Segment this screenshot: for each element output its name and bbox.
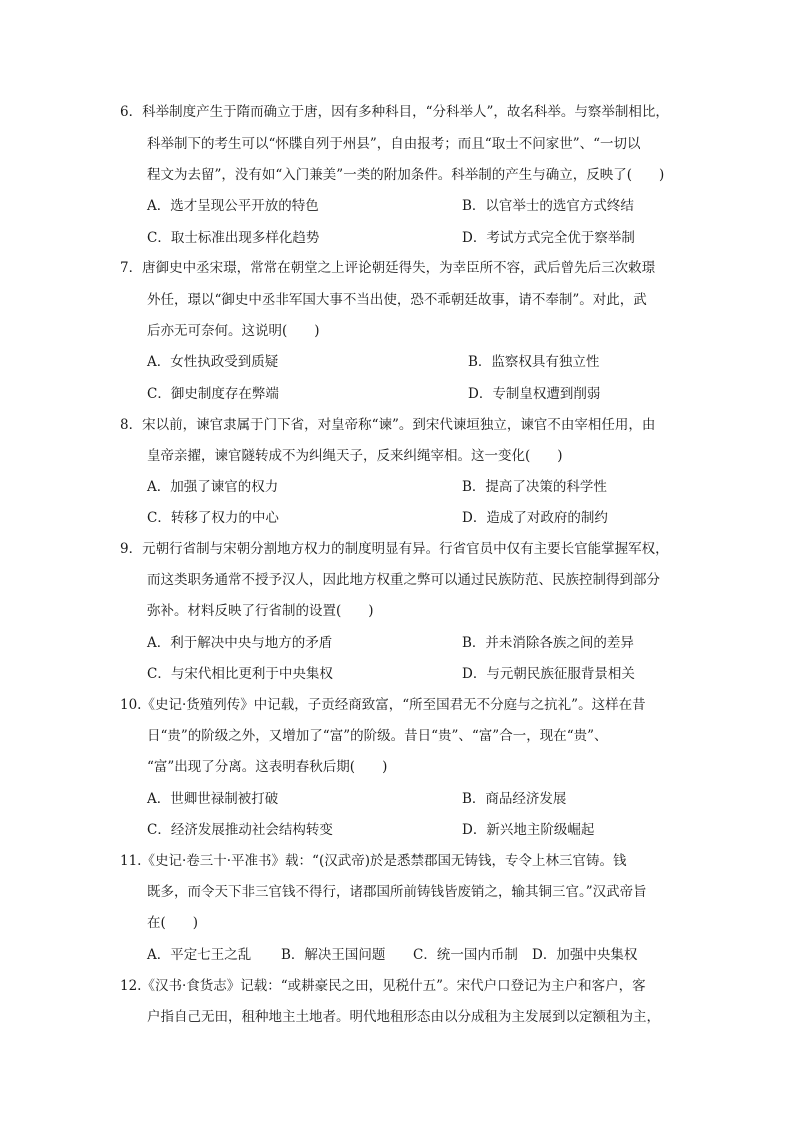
question-12-stem-line-2: 户指自己无田，租种地主土地者。明代地租形态由以分成租为主发展到以定额租为主，	[147, 1009, 660, 1025]
question-7-stem-line-2: 外任，璟以“御史中丞非军国大事不当出使，恐不乖朝廷故事，请不奉制”。对此，武	[147, 292, 647, 308]
question-8-option-c[interactable]: C．转移了权力的中心	[147, 510, 279, 526]
question-9-option-a[interactable]: A．利于解决中央与地方的矛盾	[147, 635, 333, 651]
question-9-stem-line-3: 弥补。材料反映了行省制的设置( )	[147, 603, 374, 619]
question-9-stem-line-1: 9．元朝行省制与宋朝分割地方权力的制度明显有异。行省官员中仅有主要长官能掌握军权，	[120, 541, 669, 557]
question-9-option-d[interactable]: D．与元朝民族征服背景相关	[462, 666, 635, 682]
question-9-stem-line-2: 而这类职务通常不授予汉人，因此地方权重之弊可以通过民族防范、民族控制得到部分	[147, 572, 660, 588]
question-8-stem-line-2: 皇帝亲擢，谏官隧转成不为纠绳天子，反来纠绳宰相。这一变化( )	[147, 448, 563, 464]
question-8-option-a[interactable]: A．加强了谏官的权力	[147, 479, 279, 495]
question-8-stem-line-1: 8．宋以前，谏官隶属于门下省，对皇帝称“谏”。到宋代谏垣独立，谏官不由宰相任用，由	[120, 417, 656, 433]
question-11-stem-line-2: 既多，而令天下非三官钱不得行，诸郡国所前铸钱皆废销之，输其铜三官。”汉武帝旨	[147, 884, 647, 900]
question-9-option-b[interactable]: B．并未消除各族之间的差异	[462, 635, 634, 651]
question-10-stem-line-1: 10.《史记·货殖列传》中记载，子贡经商致富，“所至国君无不分庭与之抗礼”。这样在昔	[120, 697, 646, 713]
question-10-option-d[interactable]: D．新兴地主阶级崛起	[462, 822, 595, 838]
question-7-option-a[interactable]: A．女性执政受到质疑	[147, 354, 279, 370]
question-10-option-b[interactable]: B．商品经济发展	[462, 791, 567, 807]
question-9-option-c[interactable]: C．与宋代相比更利于中央集权	[147, 666, 333, 682]
question-7-stem-line-1: 7．唐御史中丞宋璟，常常在朝堂之上评论朝廷得失，为幸臣所不容，武后曾先后三次敕璟	[120, 260, 656, 276]
question-10-option-c[interactable]: C．经济发展推动社会结构转变	[147, 822, 333, 838]
question-11-stem-line-1: 11.《史记·卷三十·平准书》载：“(汉武帝)於是悉禁郡国无铸钱，专令上林三官铸。钱	[120, 853, 627, 869]
question-11-option-c[interactable]: C．统一国内币制	[413, 947, 518, 963]
question-6-stem-line-3: 程文为去留”，没有如“入门兼美”一类的附加条件。科举制的产生与确立，反映了( )	[147, 167, 665, 183]
question-8-option-d[interactable]: D．造成了对政府的制约	[462, 510, 608, 526]
question-7-option-c[interactable]: C．御史制度存在弊端	[147, 386, 279, 402]
question-11-stem-line-3: 在( )	[147, 915, 199, 931]
question-6-option-a[interactable]: A．选才呈现公平开放的特色	[147, 198, 319, 214]
question-7-option-b[interactable]: B．监察权具有独立性	[468, 354, 600, 370]
question-10-option-a[interactable]: A．世卿世禄制被打破	[147, 791, 279, 807]
question-6-option-b[interactable]: B．以官举士的选官方式终结	[462, 198, 634, 214]
question-7-option-d[interactable]: D．专制皇权遭到削弱	[468, 386, 601, 402]
question-8-option-b[interactable]: B．提高了决策的科学性	[462, 479, 607, 495]
question-7-stem-line-3: 后亦无可奈何。这说明( )	[147, 323, 320, 339]
question-6-stem-line-1: 6．科举制度产生于隋而确立于唐，因有多种科目，“分科举人”，故名科举。与察举制相比，	[120, 104, 669, 120]
question-10-stem-line-2: 日“贵”的阶级之外，又增加了“富”的阶级。昔日“贵”、“富”合一，现在“贵”、	[147, 728, 608, 744]
question-6-option-d[interactable]: D．考试方式完全优于察举制	[462, 230, 635, 246]
question-6-option-c[interactable]: C．取士标准出现多样化趋势	[147, 230, 320, 246]
question-12-stem-line-1: 12.《汉书·食货志》记载：“或耕豪民之田，见税什五”。宋代户口登记为主户和客户，客	[120, 978, 646, 994]
question-10-stem-line-3: “富”出现了分离。这表明春秋后期( )	[147, 759, 388, 775]
question-11-option-b[interactable]: B．解决王国问题	[281, 947, 386, 963]
question-11-option-d[interactable]: D．加强中央集权	[532, 947, 638, 963]
question-6-stem-line-2: 科举制下的考生可以“怀牒自列于州县”，自由报考；而且“取士不问家世”、“一切以	[147, 136, 641, 152]
question-11-option-a[interactable]: A．平定七王之乱	[147, 947, 252, 963]
